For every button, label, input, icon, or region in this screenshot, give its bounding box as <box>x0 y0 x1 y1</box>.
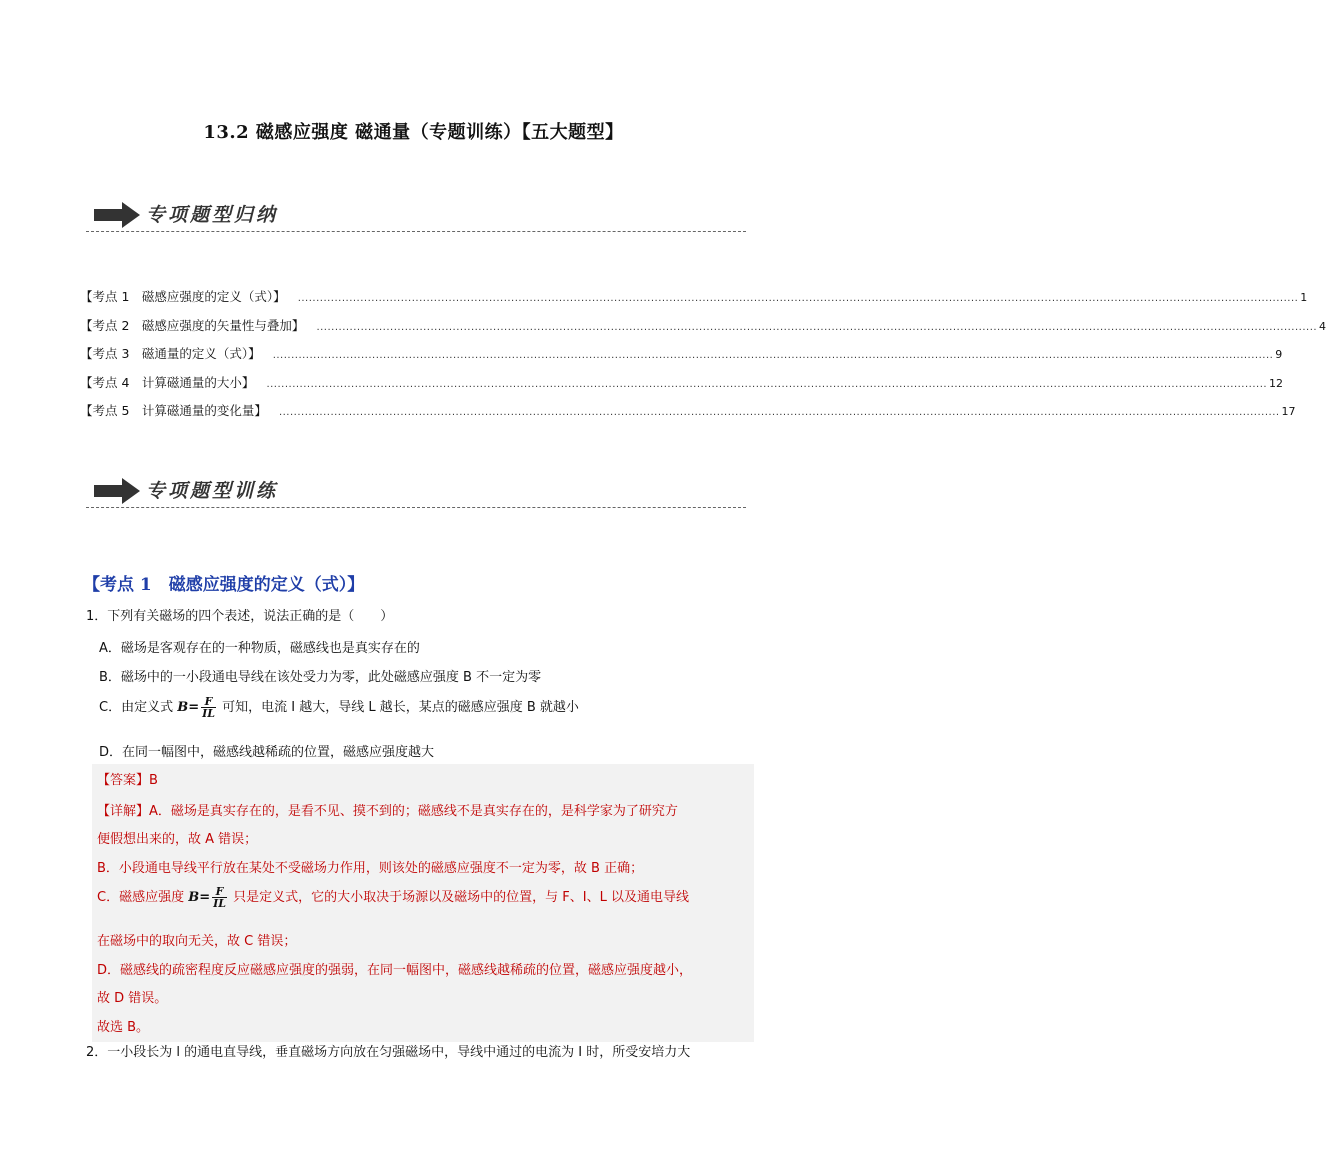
option-c <box>99 696 579 719</box>
detail-line-3: B．小段通电导线平行放在某处不受磁场力作用，则该处的磁感应强度不一定为零，故 B 正确； <box>97 861 644 876</box>
toc-item[interactable] <box>80 373 1284 402</box>
option-c-prefix: C．由定义式 <box>99 700 174 715</box>
table-of-contents <box>80 287 1326 430</box>
option-c-suffix: 可知，电流 I 越大，导线 L 越长，某点的磁感应强度 B 就越小 <box>222 700 579 715</box>
page-title: 13.2 磁感应强度 磁通量（专题训练）【五大题型】 <box>203 122 624 143</box>
toc-leader: ................................................................................................................................................................................................................................................................................ <box>266 378 1268 390</box>
fraction-f-over-il <box>201 696 216 719</box>
frac-numerator: F <box>212 886 227 898</box>
toc-item-label: 【考点 5 计算磁通量的变化量】 <box>80 403 267 418</box>
option-d: D．在同一幅图中，磁感线越稀疏的位置，磁感应强度越大 <box>99 745 435 760</box>
toc-item-label: 【考点 2 磁感应强度的矢量性与叠加】 <box>80 317 305 333</box>
toc-item-page: 1 <box>1300 291 1308 304</box>
divider <box>86 231 746 232</box>
toc-item-page: 4 <box>1319 319 1326 333</box>
toc-item[interactable] <box>80 344 1283 373</box>
detail-line-8: 故选 B。 <box>97 1020 150 1035</box>
detail-line-4 <box>97 886 689 909</box>
toc-item-page: 17 <box>1281 405 1296 418</box>
detail-line-7: 故 D 错误。 <box>97 991 168 1006</box>
equation-lhs: B= <box>188 890 211 905</box>
question-2-stem: 2．一小段长为 l 的通电直导线，垂直磁场方向放在匀强磁场中，导线中通过的电流为 I 时，所受安培力大 <box>86 1045 691 1060</box>
banner-text: 专项题型训练 <box>146 480 279 502</box>
detail-line-1: 【详解】A．磁场是真实存在的，是看不见、摸不到的；磁感线不是真实存在的，是科学家为了研究方 <box>97 804 678 819</box>
toc-item[interactable] <box>80 287 1308 316</box>
detail-4-prefix: C．磁感应强度 <box>97 890 185 905</box>
equation-lhs: B= <box>177 700 200 715</box>
toc-leader: ................................................................................................................................................................................................................................................................................ <box>297 293 1299 304</box>
frac-numerator: F <box>201 696 216 708</box>
detail-line-6: D．磁感线的疏密程度反应磁感应强度的强弱，在同一幅图中，磁感线越稀疏的位置，磁感应强度越小， <box>97 963 693 978</box>
fraction-f-over-il <box>212 886 227 909</box>
question-1-stem: 1．下列有关磁场的四个表述，说法正确的是（ ） <box>86 609 394 624</box>
toc-item-page: 12 <box>1269 376 1284 390</box>
frac-denominator: IL <box>202 707 215 720</box>
frac-denominator: IL <box>213 897 226 910</box>
section-banner-training <box>86 472 746 508</box>
option-b: B．磁场中的一小段通电导线在该处受力为零，此处磁感应强度 B 不一定为零 <box>99 670 542 685</box>
detail-line-5: 在磁场中的取向无关，故 C 错误； <box>97 934 297 949</box>
detail-line-2: 便假想出来的，故 A 错误； <box>97 832 258 847</box>
toc-item-label: 【考点 4 计算磁通量的大小】 <box>80 374 255 390</box>
toc-item[interactable] <box>80 401 1296 430</box>
detail-4-suffix: 只是定义式，它的大小取决于场源以及磁场中的位置，与 F、I、L 以及通电导线 <box>233 890 689 905</box>
arrow-icon <box>94 478 140 504</box>
answer-line: 【答案】B <box>97 773 158 788</box>
toc-item-page: 9 <box>1275 348 1283 361</box>
toc-item-label: 【考点 3 磁通量的定义（式）】 <box>80 346 261 361</box>
divider <box>86 507 746 508</box>
option-a: A．磁场是客观存在的一种物质，磁感线也是真实存在的 <box>99 641 420 656</box>
toc-leader: ................................................................................................................................................................................................................................................................................ <box>272 350 1274 361</box>
section-banner-summary <box>86 196 746 232</box>
toc-leader: ................................................................................................................................................................................................................................................................................ <box>278 407 1280 418</box>
arrow-icon <box>94 202 140 228</box>
toc-item[interactable] <box>80 316 1326 345</box>
banner-text: 专项题型归纳 <box>146 204 279 226</box>
toc-item-label: 【考点 1 磁感应强度的定义（式）】 <box>80 289 286 304</box>
section-heading: 【考点 1 磁感应强度的定义（式）】 <box>83 575 365 595</box>
toc-leader: ................................................................................................................................................................................................................................................................................ <box>316 321 1318 333</box>
